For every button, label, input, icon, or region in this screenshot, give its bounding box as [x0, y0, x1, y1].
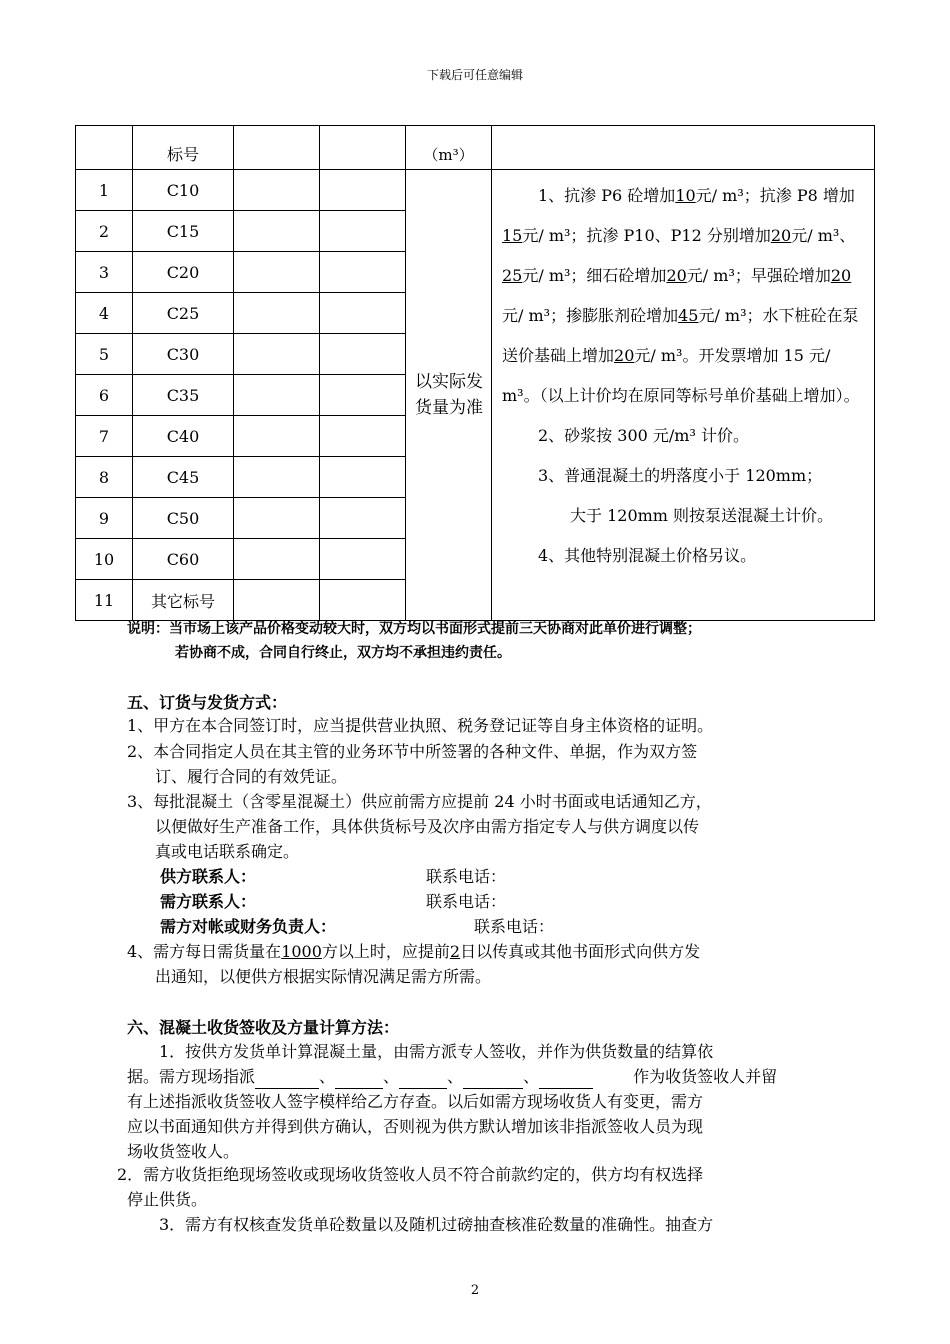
row-number: 7 [76, 416, 133, 457]
section-5-item-4: 4、需方每日需货量在1000方以上时，应提前2日以传真或其他书面形式向供方发 出通知，以便供方根据实际情况满足需方所需。 [127, 942, 701, 986]
price-remark: 说明：当市场上该产品价格变动较大时，双方均以书面形式提前三天协商对此单价进行调整； 若协商不成，合同自行终止，双方均不承担违约责任。 [127, 621, 701, 661]
section-5-title: 五、订货与发货方式： [127, 693, 288, 712]
supplier-phone-label: 联系电话： [426, 867, 507, 886]
row-number: 11 [76, 580, 133, 621]
row-number: 10 [76, 539, 133, 580]
row-number: 4 [76, 293, 133, 334]
page-header: 下载后可任意编辑 [426, 68, 523, 82]
header-cell-empty [320, 126, 406, 170]
header-cell-grade: 标号 [133, 126, 234, 170]
buyer-phone-label: 联系电话： [426, 892, 507, 911]
note-2: 2、砂浆按 300 元/m³ 计价。 [538, 426, 749, 445]
note-4: 4、其他特别混凝土价格另议。 [538, 546, 757, 565]
row-number: 9 [76, 498, 133, 539]
signer-blank[interactable] [539, 1070, 593, 1089]
finance-phone-label: 联系电话： [474, 917, 555, 936]
section-5-item-2: 2、本合同指定人员在其主管的业务环节中所签署的各种文件、单据，作为双方签 订、履行合同的有效凭证。 [127, 742, 698, 786]
row-grade: C60 [133, 539, 234, 580]
row-grade: C25 [133, 293, 234, 334]
signer-blank[interactable] [399, 1070, 447, 1089]
row-grade: C35 [133, 375, 234, 416]
header-cell-no [76, 126, 133, 170]
row-grade: C50 [133, 498, 234, 539]
header-cell-unit: （m³） [406, 126, 492, 170]
note-3: 3、普通混凝土的坍落度小于 120mm； [538, 466, 823, 485]
section-6-para-3: 3．需方有权核查发货单砼数量以及随机过磅抽查核准砼数量的准确性。抽查方 [159, 1215, 714, 1234]
buyer-contact-label: 需方联系人： [160, 892, 257, 911]
row-grade: C40 [133, 416, 234, 457]
table-row [76, 170, 875, 211]
pricing-notes [492, 170, 875, 621]
section-5-item-1: 1、甲方在本合同签订时，应当提供营业执照、税务登记证等自身主体资格的证明。 [127, 716, 714, 735]
quantity-basis: 以实际发货量为准 [406, 170, 492, 621]
note-3-cont: 大于 120mm 则按泵送混凝土计价。 [570, 506, 834, 525]
header-cell-empty [234, 126, 320, 170]
row-grade: C10 [133, 170, 234, 211]
row-grade: 其它标号 [133, 580, 234, 621]
signer-blank[interactable] [335, 1070, 383, 1089]
price-table [75, 125, 875, 621]
header-cell-notes [492, 126, 875, 170]
page-number: 2 [470, 1283, 480, 1298]
table-header-row [76, 126, 875, 170]
row-number: 8 [76, 457, 133, 498]
row-grade: C20 [133, 252, 234, 293]
supplier-contact-label: 供方联系人： [160, 867, 257, 886]
row-number: 3 [76, 252, 133, 293]
row-grade: C15 [133, 211, 234, 252]
finance-contact-label: 需方对帐或财务负责人： [160, 917, 337, 936]
signer-blank[interactable] [255, 1070, 319, 1089]
row-number: 5 [76, 334, 133, 375]
signer-blank[interactable] [463, 1070, 523, 1089]
row-number: 2 [76, 211, 133, 252]
section-5-item-3: 3、每批混凝土（含零星混凝土）供应前需方应提前 24 小时书面或电话通知乙方， 以便做好生产准备工作，具体供货标号及次序由需方指定专人与供方调度以传 真或电话联系确定。 [127, 792, 712, 861]
row-number: 6 [76, 375, 133, 416]
note-1: 1、抗渗 P6 砼增加10元/ m³；抗渗 P8 增加15元/ m³；抗渗 P10、P12 分别增加20元/ m³、25元/ m³；细石砼增加20元/ m³；早强砼增加20元/ m³；掺膨胀剂砼增加45元/ m³；水下桩砼在泵送价基础上增加20元/ m³。开发票增加 15 元/ m³。（以上计价均在原同等标号单价基础上增加）。 [502, 186, 860, 405]
section-6-para-2: 2．需方收货拒绝现场签收或现场收货签收人员不符合前款约定的，供方均有权选择 停止供货。 [117, 1165, 704, 1209]
section-6-title: 六、混凝土收货签收及方量计算方法： [127, 1018, 400, 1037]
section-6-para-1: 1．按供方发货单计算混凝土量，由需方派专人签收，并作为供货数量的结算依 据。需方现场指派 、 、 、 、 作为收货签收人并留 有上述指派收货签收人签字模样给乙方存查。以后如需方现场收货人有变更，需方 应以书面通知供方并得到供方确认，否则视为供方默认增加该非指派签收人员为现 场收货签收人。 [127, 1042, 778, 1161]
row-grade: C30 [133, 334, 234, 375]
row-grade: C45 [133, 457, 234, 498]
row-number: 1 [76, 170, 133, 211]
